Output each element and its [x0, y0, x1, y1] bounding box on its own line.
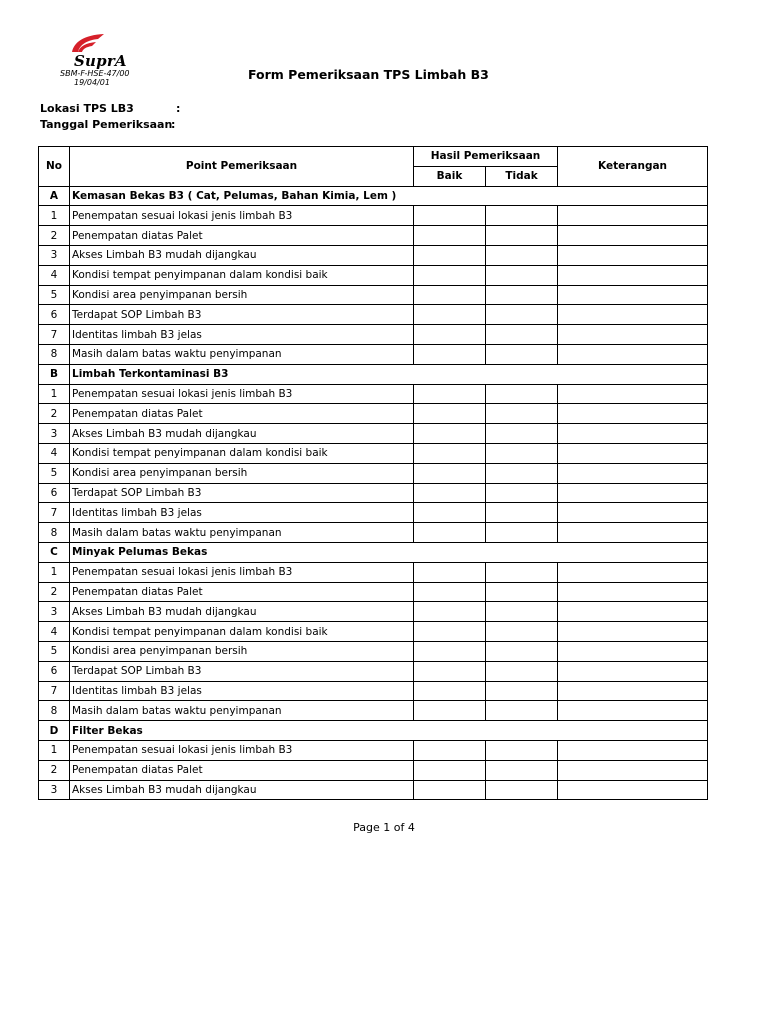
- row-keterangan-cell[interactable]: [558, 265, 708, 285]
- header-point: Point Pemeriksaan: [70, 147, 414, 187]
- row-baik-cell[interactable]: [414, 681, 486, 701]
- row-baik-cell[interactable]: [414, 641, 486, 661]
- row-baik-cell[interactable]: [414, 740, 486, 760]
- row-no: 2: [39, 226, 70, 246]
- row-tidak-cell[interactable]: [486, 305, 558, 325]
- inspection-table: [38, 146, 708, 800]
- row-point: Kondisi area penyimpanan bersih: [70, 285, 414, 305]
- row-point: Identitas limbah B3 jelas: [70, 325, 414, 345]
- row-keterangan-cell[interactable]: [558, 424, 708, 444]
- row-no: 4: [39, 265, 70, 285]
- row-no: 1: [39, 384, 70, 404]
- row-no: A: [39, 186, 70, 206]
- table-row: [39, 226, 708, 246]
- row-no: 4: [39, 443, 70, 463]
- row-baik-cell[interactable]: [414, 622, 486, 642]
- row-point: Penempatan sesuai lokasi jenis limbah B3: [70, 740, 414, 760]
- row-keterangan-cell[interactable]: [558, 285, 708, 305]
- row-point: Kondisi tempat penyimpanan dalam kondisi baik: [70, 443, 414, 463]
- row-tidak-cell[interactable]: [486, 325, 558, 345]
- table-row: [39, 701, 708, 721]
- row-keterangan-cell[interactable]: [558, 582, 708, 602]
- row-tidak-cell[interactable]: [486, 740, 558, 760]
- row-baik-cell[interactable]: [414, 780, 486, 800]
- row-baik-cell[interactable]: [414, 285, 486, 305]
- row-tidak-cell[interactable]: [486, 562, 558, 582]
- row-tidak-cell[interactable]: [486, 265, 558, 285]
- row-no: 7: [39, 325, 70, 345]
- row-tidak-cell[interactable]: [486, 760, 558, 780]
- row-keterangan-cell[interactable]: [558, 562, 708, 582]
- row-no: 5: [39, 285, 70, 305]
- row-point: Akses Limbah B3 mudah dijangkau: [70, 780, 414, 800]
- table-row: [39, 582, 708, 602]
- header-keterangan: Keterangan: [558, 147, 708, 187]
- row-point: Penempatan diatas Palet: [70, 760, 414, 780]
- row-no: 3: [39, 245, 70, 265]
- row-point: Penempatan diatas Palet: [70, 582, 414, 602]
- field-tanggal-colon: :: [171, 118, 176, 131]
- row-tidak-cell[interactable]: [486, 483, 558, 503]
- row-no: 6: [39, 305, 70, 325]
- row-no: 2: [39, 760, 70, 780]
- section-row: [39, 721, 708, 741]
- row-point: Penempatan sesuai lokasi jenis limbah B3: [70, 562, 414, 582]
- header-tidak: Tidak: [486, 166, 558, 186]
- row-point: Masih dalam batas waktu penyimpanan: [70, 344, 414, 364]
- row-keterangan-cell[interactable]: [558, 206, 708, 226]
- row-point: Masih dalam batas waktu penyimpanan: [70, 523, 414, 543]
- row-baik-cell[interactable]: [414, 245, 486, 265]
- row-no: 1: [39, 206, 70, 226]
- row-baik-cell[interactable]: [414, 424, 486, 444]
- row-no: 1: [39, 740, 70, 760]
- row-keterangan-cell[interactable]: [558, 760, 708, 780]
- row-keterangan-cell[interactable]: [558, 483, 708, 503]
- row-keterangan-cell[interactable]: [558, 780, 708, 800]
- row-baik-cell[interactable]: [414, 463, 486, 483]
- table-row: [39, 622, 708, 642]
- field-lokasi: [40, 102, 181, 115]
- row-no: 3: [39, 424, 70, 444]
- row-tidak-cell[interactable]: [486, 206, 558, 226]
- row-no: D: [39, 721, 70, 741]
- row-no: 6: [39, 661, 70, 681]
- field-lokasi-label: Lokasi TPS LB3: [40, 102, 134, 115]
- form-code: SBM-F-HSE-47/00: [60, 69, 130, 78]
- table-row: [39, 424, 708, 444]
- row-baik-cell[interactable]: [414, 503, 486, 523]
- row-no: 8: [39, 701, 70, 721]
- row-tidak-cell[interactable]: [486, 602, 558, 622]
- table-row: [39, 602, 708, 622]
- row-keterangan-cell[interactable]: [558, 641, 708, 661]
- header-no: No: [39, 147, 70, 187]
- row-point: Terdapat SOP Limbah B3: [70, 483, 414, 503]
- table-row: [39, 641, 708, 661]
- row-point: Penempatan sesuai lokasi jenis limbah B3: [70, 206, 414, 226]
- table-row: [39, 740, 708, 760]
- row-tidak-cell[interactable]: [486, 384, 558, 404]
- table-row: [39, 285, 708, 305]
- row-no: 6: [39, 483, 70, 503]
- row-tidak-cell[interactable]: [486, 523, 558, 543]
- row-keterangan-cell[interactable]: [558, 463, 708, 483]
- row-point: Kondisi area penyimpanan bersih: [70, 463, 414, 483]
- row-no: 4: [39, 622, 70, 642]
- row-keterangan-cell[interactable]: [558, 305, 708, 325]
- row-no: C: [39, 542, 70, 562]
- row-keterangan-cell[interactable]: [558, 443, 708, 463]
- row-baik-cell[interactable]: [414, 226, 486, 246]
- table-row: [39, 780, 708, 800]
- row-tidak-cell[interactable]: [486, 661, 558, 681]
- row-keterangan-cell[interactable]: [558, 740, 708, 760]
- row-baik-cell[interactable]: [414, 443, 486, 463]
- table-row: [39, 483, 708, 503]
- section-title: Minyak Pelumas Bekas: [70, 542, 708, 562]
- row-tidak-cell[interactable]: [486, 582, 558, 602]
- row-baik-cell[interactable]: [414, 206, 486, 226]
- row-tidak-cell[interactable]: [486, 404, 558, 424]
- section-title: Filter Bekas: [70, 721, 708, 741]
- page-footer: Page 1 of 4: [353, 821, 415, 834]
- row-point: Kondisi area penyimpanan bersih: [70, 641, 414, 661]
- section-row: [39, 542, 708, 562]
- row-tidak-cell[interactable]: [486, 463, 558, 483]
- header-hasil: Hasil Pemeriksaan: [414, 147, 558, 167]
- row-tidak-cell[interactable]: [486, 780, 558, 800]
- supra-swoosh-icon: [68, 32, 108, 54]
- table-row: [39, 443, 708, 463]
- row-tidak-cell[interactable]: [486, 622, 558, 642]
- form-date: 19/04/01: [74, 78, 110, 87]
- row-no: 8: [39, 344, 70, 364]
- row-baik-cell[interactable]: [414, 265, 486, 285]
- row-point: Penempatan diatas Palet: [70, 404, 414, 424]
- row-baik-cell[interactable]: [414, 404, 486, 424]
- row-baik-cell[interactable]: [414, 701, 486, 721]
- row-tidak-cell[interactable]: [486, 285, 558, 305]
- field-lokasi-colon: :: [176, 102, 181, 115]
- row-baik-cell[interactable]: [414, 602, 486, 622]
- row-no: 5: [39, 641, 70, 661]
- row-keterangan-cell[interactable]: [558, 523, 708, 543]
- row-keterangan-cell[interactable]: [558, 226, 708, 246]
- table-row: [39, 463, 708, 483]
- row-tidak-cell[interactable]: [486, 344, 558, 364]
- row-point: Kondisi tempat penyimpanan dalam kondisi baik: [70, 265, 414, 285]
- section-row: [39, 364, 708, 384]
- row-keterangan-cell[interactable]: [558, 404, 708, 424]
- form-title: Form Pemeriksaan TPS Limbah B3: [248, 67, 489, 82]
- table-row: [39, 265, 708, 285]
- section-title: Kemasan Bekas B3 ( Cat, Pelumas, Bahan Kimia, Lem ): [70, 186, 708, 206]
- row-tidak-cell[interactable]: [486, 226, 558, 246]
- row-keterangan-cell[interactable]: [558, 622, 708, 642]
- row-point: Identitas limbah B3 jelas: [70, 681, 414, 701]
- row-baik-cell[interactable]: [414, 483, 486, 503]
- table-row: [39, 523, 708, 543]
- row-baik-cell[interactable]: [414, 523, 486, 543]
- row-keterangan-cell[interactable]: [558, 384, 708, 404]
- table-row: [39, 503, 708, 523]
- row-tidak-cell[interactable]: [486, 701, 558, 721]
- row-point: Terdapat SOP Limbah B3: [70, 305, 414, 325]
- table-row: [39, 206, 708, 226]
- row-no: 7: [39, 503, 70, 523]
- row-keterangan-cell[interactable]: [558, 245, 708, 265]
- table-row: [39, 245, 708, 265]
- row-baik-cell[interactable]: [414, 562, 486, 582]
- table-row: [39, 760, 708, 780]
- row-point: Terdapat SOP Limbah B3: [70, 661, 414, 681]
- row-keterangan-cell[interactable]: [558, 661, 708, 681]
- row-no: 3: [39, 602, 70, 622]
- row-tidak-cell[interactable]: [486, 681, 558, 701]
- row-keterangan-cell[interactable]: [558, 681, 708, 701]
- logo-brand: SuprA: [74, 52, 127, 70]
- field-tanggal-label: Tanggal Pemeriksaan: [40, 118, 173, 131]
- row-tidak-cell[interactable]: [486, 443, 558, 463]
- row-point: Identitas limbah B3 jelas: [70, 503, 414, 523]
- company-logo: [58, 36, 148, 92]
- row-point: Akses Limbah B3 mudah dijangkau: [70, 245, 414, 265]
- table-row: [39, 404, 708, 424]
- row-tidak-cell[interactable]: [486, 503, 558, 523]
- row-no: 2: [39, 582, 70, 602]
- row-point: Kondisi tempat penyimpanan dalam kondisi baik: [70, 622, 414, 642]
- table-row: [39, 344, 708, 364]
- field-tanggal: [40, 118, 176, 131]
- table-row: [39, 325, 708, 345]
- row-baik-cell[interactable]: [414, 760, 486, 780]
- row-point: Masih dalam batas waktu penyimpanan: [70, 701, 414, 721]
- row-point: Akses Limbah B3 mudah dijangkau: [70, 602, 414, 622]
- row-no: 1: [39, 562, 70, 582]
- row-baik-cell[interactable]: [414, 384, 486, 404]
- row-tidak-cell[interactable]: [486, 641, 558, 661]
- row-point: Penempatan diatas Palet: [70, 226, 414, 246]
- row-baik-cell[interactable]: [414, 582, 486, 602]
- table-row: [39, 384, 708, 404]
- table-row: [39, 661, 708, 681]
- table-row: [39, 562, 708, 582]
- row-tidak-cell[interactable]: [486, 424, 558, 444]
- row-keterangan-cell[interactable]: [558, 325, 708, 345]
- row-no: 2: [39, 404, 70, 424]
- row-point: Akses Limbah B3 mudah dijangkau: [70, 424, 414, 444]
- row-point: Penempatan sesuai lokasi jenis limbah B3: [70, 384, 414, 404]
- row-keterangan-cell[interactable]: [558, 503, 708, 523]
- row-baik-cell[interactable]: [414, 325, 486, 345]
- row-no: 5: [39, 463, 70, 483]
- row-no: B: [39, 364, 70, 384]
- row-no: 7: [39, 681, 70, 701]
- table-row: [39, 305, 708, 325]
- header-baik: Baik: [414, 166, 486, 186]
- section-title: Limbah Terkontaminasi B3: [70, 364, 708, 384]
- table-body: [39, 186, 708, 800]
- table-row: [39, 681, 708, 701]
- row-keterangan-cell[interactable]: [558, 344, 708, 364]
- row-baik-cell[interactable]: [414, 661, 486, 681]
- row-tidak-cell[interactable]: [486, 245, 558, 265]
- row-keterangan-cell[interactable]: [558, 602, 708, 622]
- row-no: 3: [39, 780, 70, 800]
- row-baik-cell[interactable]: [414, 344, 486, 364]
- row-baik-cell[interactable]: [414, 305, 486, 325]
- row-keterangan-cell[interactable]: [558, 701, 708, 721]
- row-no: 8: [39, 523, 70, 543]
- section-row: [39, 186, 708, 206]
